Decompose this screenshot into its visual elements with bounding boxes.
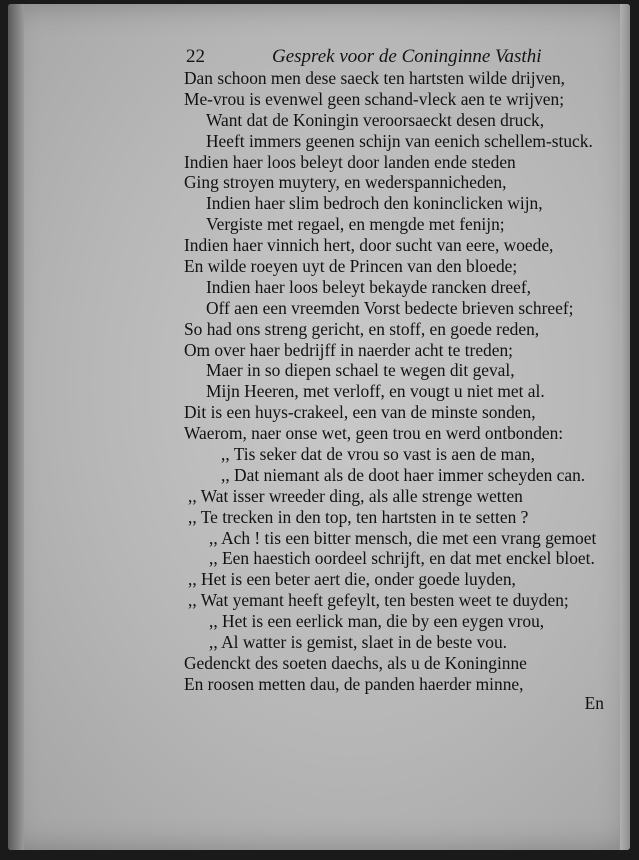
verse-line: ,, Dat niemant als de doot haer immer scheyden can. <box>221 464 586 485</box>
verse-line: ,, Ach ! tis een bitter mensch, die met een vrang gemoet <box>209 527 597 548</box>
verse-line: Waerom, naer onse wet, geen trou en werd ontbonden: <box>184 423 564 444</box>
page-number: 22 <box>186 46 205 67</box>
verse-line: ,, Wat yemant heeft gefeylt, ten besten weet te duyden; <box>188 590 569 611</box>
verse-line: Dit is een huys-crakeel, een van de minste sonden, <box>184 402 536 423</box>
running-title: Gesprek voor de Coninginne Vasthi <box>272 46 542 67</box>
verse-line: Indien haer loos beleyt bekayde rancken dreef, <box>206 276 531 297</box>
verse-block <box>184 68 620 695</box>
verse-line: Want dat de Koningin veroorsaeckt desen druck, <box>206 109 545 130</box>
verse-line: ,, Wat isser wreeder ding, als alle strenge wetten <box>188 485 523 506</box>
verse-line: En roosen metten dau, de panden haerder minne, <box>184 673 524 694</box>
verse-line: Indien haer slim bedroch den koninclicken wijn, <box>206 193 543 214</box>
verse-line: Indien haer loos beleyt door landen ende steden <box>184 151 516 172</box>
verse-line: Gedenckt des soeten daechs, als u de Koninginne <box>184 652 527 673</box>
verse-line: Dan schoon men dese saeck ten hartsten wilde drijven, <box>184 68 566 88</box>
verse-line: ,, Al watter is gemist, slaet in de beste vou. <box>209 632 508 653</box>
page-edge <box>620 4 630 850</box>
verse-line: Om over haer bedrijff in naerder acht te treden; <box>184 339 513 360</box>
verse-line: ,, Tis seker dat de vrou so vast is aen de man, <box>221 444 535 465</box>
verse-line: Off aen een vreemden Vorst bedecte brieven schreef; <box>206 297 574 318</box>
verse-line: Maer in so diepen schael te wegen dit geval, <box>206 360 515 381</box>
verse-line: ,, Het is een beter aert die, onder goede luyden, <box>188 569 516 590</box>
page-header <box>186 46 586 68</box>
verse-line: ,, Een haestich oordeel schrijft, en dat met enckel bloet. <box>209 548 595 569</box>
verse-line: Me-vrou is evenwel geen schand-vleck aen te wrijven; <box>184 88 565 109</box>
verse-line: So had ons streng gericht, en stoff, en goede reden, <box>184 318 540 339</box>
book-page <box>8 4 630 850</box>
verse-line: ,, Het is een eerlick man, die by een eygen vrou, <box>209 611 545 632</box>
verse-line: Indien haer vinnich hert, door sucht van eere, woede, <box>184 235 554 256</box>
verse-line: Vergiste met regael, en mengde met fenijn; <box>206 214 505 235</box>
page-gutter-shadow <box>8 4 24 850</box>
verse-line: Mijn Heeren, met verloff, en vougt u niet met al. <box>206 381 545 402</box>
verse-line: En wilde roeyen uyt de Princen van den bloede; <box>184 256 518 277</box>
verse-line: Heeft immers geenen schijn van eenich schellem-stuck. <box>206 130 593 151</box>
verse-line: Ging stroyen muytery, en wederspannicheden, <box>184 172 507 193</box>
verse-line: ,, Te trecken in den top, ten hartsten in te setten ? <box>188 506 529 527</box>
catchword: En <box>584 693 604 713</box>
